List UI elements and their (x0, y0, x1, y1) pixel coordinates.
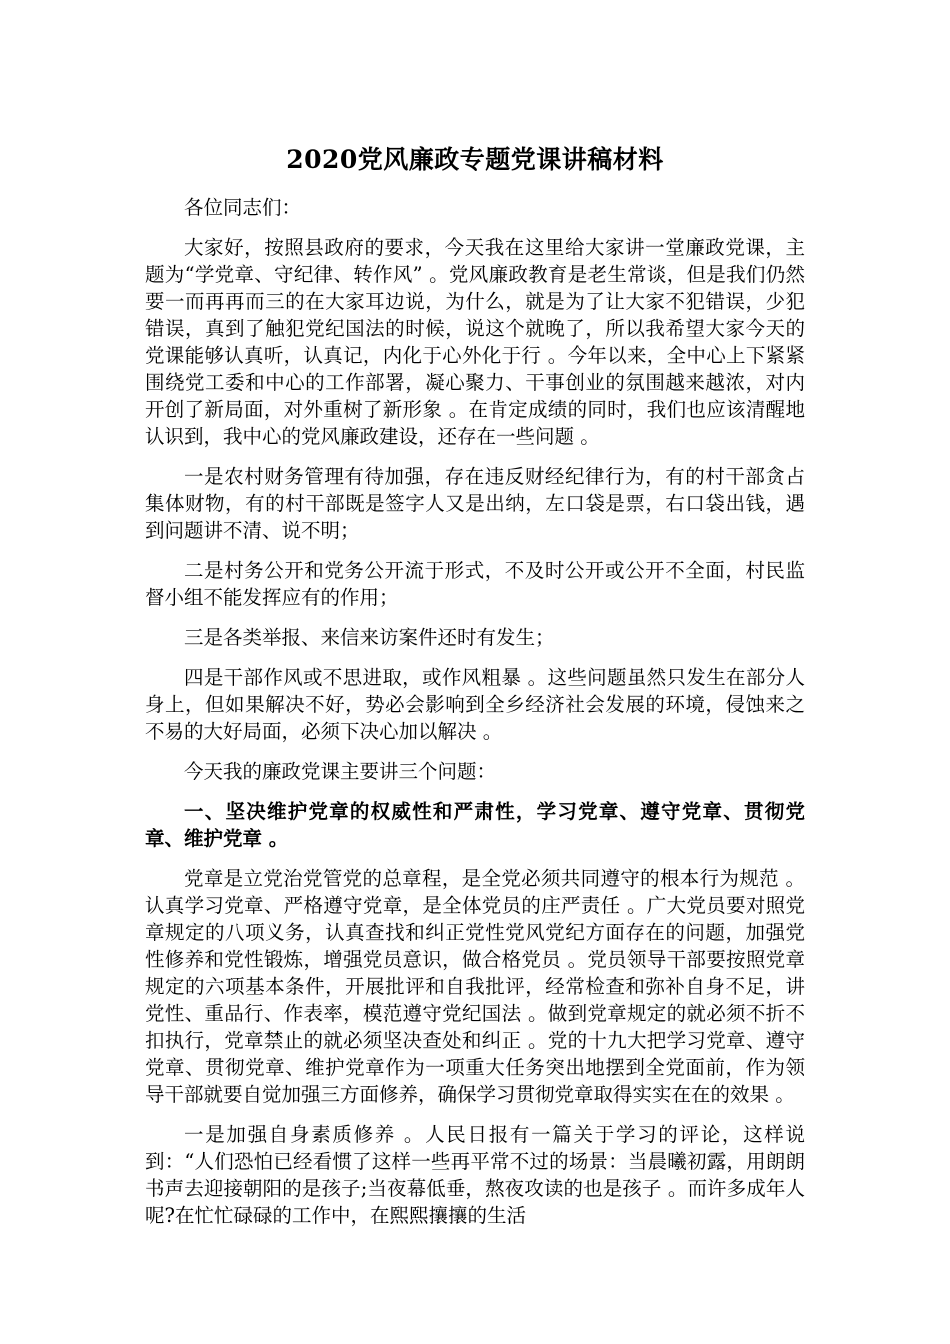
body-paragraph: 一是加强自身素质修养 。人民日报有一篇关于学习的评论，这样说到：“人们恐怕已经看惯了这样一些再平常不过的场景：当晨曦初露，用朗朗书声去迎接朝阳的是孩子;当夜幕低垂，熬夜攻读的也是孩子 。而许多成年人呢?在忙忙碌碌的工作中，在熙熙攘攘的生活 (145, 1123, 805, 1227)
document-page (145, 140, 805, 1242)
body-paragraph: 四是干部作风或不思进取，或作风粗暴 。这些问题虽然只发生在部分人身上，但如果解决不好，势必会影响到全乡经济社会发展的环境，侵蚀来之不易的大好局面，必须下决心加以解决 。 (145, 666, 805, 743)
body-paragraph: 各位同志们： (184, 196, 302, 219)
body-paragraph: 三是各类举报、来信来访案件还时有发生； (184, 626, 555, 649)
body-paragraph: 党章是立党治党管党的总章程，是全党必须共同遵守的根本行为规范 。认真学习党章、严格遵守党章，是全体党员的庄严责任 。广大党员要对照党章规定的八项义务，认真查找和纠正党性党风党纪方面存在的问题，加强党性修养和党性锻炼，增强党员意识，做合格党员 。党员领导干部要按照党章规定的六项基本条件，开展批评和自我批评，经常检查和弥补自身不足，讲党性、重品行、作表率，模范遵守党纪国法 。做到党章规定的就必须不折不扣执行，党章禁止的就必须坚决查处和纠正 。党的十九大把学习党章、遵守党章、贯彻党章、维护党章作为一项重大任务突出地摆到全党面前，作为领导干部就要自觉加强三方面修养，确保学习贯彻党章取得实实在在的效果 。 (145, 867, 805, 1106)
document-body (145, 194, 805, 1229)
body-paragraph: 二是村务公开和党务公开流于形式，不及时公开或公开不全面，村民监督小组不能发挥应有的作用； (145, 559, 805, 609)
section-heading: 一、坚决维护党章的权威性和严肃性，学习党章、遵守党章、贯彻党章、维护党章 。 (145, 800, 805, 850)
document-title: 2020党风廉政专题党课讲稿材料 (286, 145, 664, 174)
body-paragraph: 一是农村财务管理有待加强，存在违反财经纪律行为，有的村干部贪占集体财物，有的村干部既是签字人又是出纳，左口袋是票，右口袋出钱，遇到问题讲不清、说不明； (145, 465, 805, 542)
body-paragraph: 大家好，按照县政府的要求，今天我在这里给大家讲一堂廉政党课，主题为“学党章、守纪律、转作风” 。党风廉政教育是老生常谈，但是我们仍然要一而再再而三的在大家耳边说，为什么，就是为了让大家不犯错误，少犯错误，真到了触犯党纪国法的时候，说这个就晚了，所以我希望大家今天的党课能够认真听，认真记，内化于心外化于行 。今年以来，全中心上下紧紧围绕党工委和中心的工作部署，凝心聚力、干事创业的氛围越来越浓，对内开创了新局面，对外重树了新形象 。在肯定成绩的同时，我们也应该清醒地认识到，我中心的党风廉政建设，还存在一些问题 。 (145, 236, 805, 448)
body-paragraph: 今天我的廉政党课主要讲三个问题： (184, 760, 497, 783)
